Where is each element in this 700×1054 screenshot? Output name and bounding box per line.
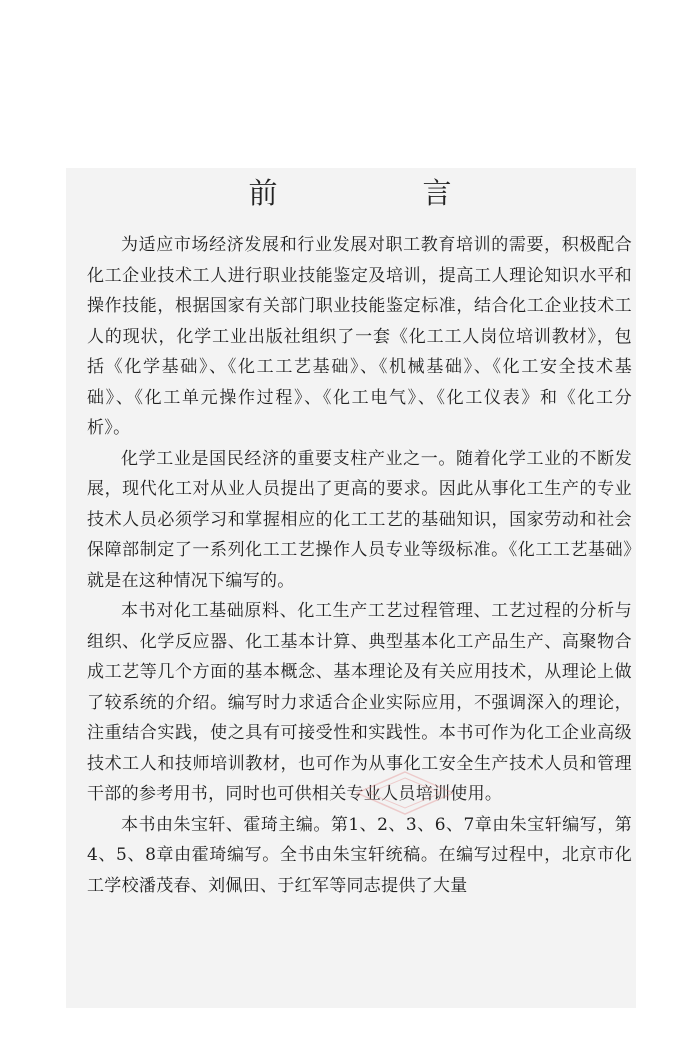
paragraph-4: 本书由朱宝轩、霍琦主编。第1、2、3、6、7章由朱宝轩编写，第4、5、8章由霍琦编写。全书由朱宝轩统稿。在编写过程中，北京市化工学校潘茂春、刘佩田、于红军等同志提供了大量 [87, 814, 632, 896]
paragraph-1: 为适应市场经济发展和行业发展对职工教育培训的需要，积极配合化工企业技术工人进行职业技能鉴定及培训，提高工人理论知识水平和操作技能，根据国家有关部门职业技能鉴定标准，结合化工企业技术工人的现状，化学工业出版社组织了一套《化工工人岗位培训教材》，包括《化学基础》、《化工工艺基础》、《机械基础》、《化工安全技术基础》、《化工单元操作过程》、《化工电气》、《化工仪表》和《化工分析》。 [87, 235, 632, 438]
paragraph-2: 化学工业是国民经济的重要支柱产业之一。随着化学工业的不断发展，现代化工对从业人员提出了更高的要求。因此从事化工生产的专业技术人员必须学习和掌握相应的化工工艺的基础知识，国家劳动和社会保障部制定了一系列化工工艺操作人员专业等级标准。《化工工艺基础》就是在这种情况下编写的。 [87, 448, 632, 591]
watermark-stamp-icon [355, 770, 455, 816]
paragraph-3: 本书对化工基础原料、化工生产工艺过程管理、工艺过程的分析与组织、化学反应器、化工基本计算、典型基本化工产品生产、高聚物合成工艺等几个方面的基本概念、基本理论及有关应用技术，从理论上做了较系统的介绍。编写时力求适合企业实际应用，不强调深入的理论，注重结合实践，使之具有可接受性和实践性。本书可作为化工企业高级技术工人和技师培训教材，也可作为从事化工安全生产技术人员和管理干部的参考用书，同时也可供相关专业人员培训使用。 [87, 601, 632, 804]
page-title: 前 言 [248, 176, 510, 210]
